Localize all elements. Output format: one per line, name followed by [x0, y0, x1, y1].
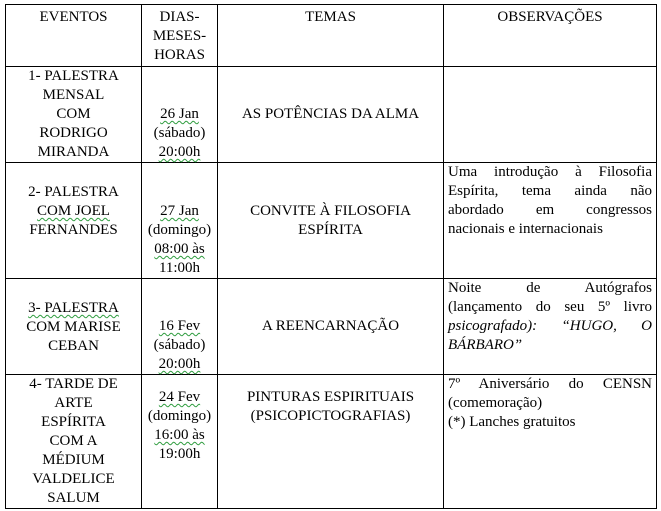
event-cell [6, 375, 142, 509]
obs-line: Espírita, tema ainda não [448, 183, 652, 199]
theme-line: A REENCARNAÇÃO [261, 318, 400, 334]
event-cell [6, 163, 142, 279]
theme-cell [218, 375, 444, 509]
event-line: RODRIGO [39, 125, 108, 141]
header-dias-line-1: DIAS- [159, 9, 200, 25]
event-line: 2- PALESTRA [28, 184, 119, 200]
event-date: 27 Jan [160, 203, 199, 219]
event-line: MIRANDA [37, 144, 110, 160]
theme-cell [218, 279, 444, 375]
event-time-end: 19:00h [158, 446, 201, 462]
event-cell [6, 279, 142, 375]
theme-line: (PSICOPICTOGRAFIAS) [250, 408, 411, 424]
theme-line: CONVITE À FILOSOFIA [250, 202, 411, 219]
header-dias [142, 5, 218, 67]
event-line: MENSAL [42, 87, 105, 103]
header-observacoes-label: OBSERVAÇÕES [497, 9, 603, 25]
event-line: 4- TARDE DE [29, 376, 118, 392]
header-row [6, 5, 657, 67]
header-temas [218, 5, 444, 67]
event-line: 1- PALESTRA [28, 68, 119, 84]
theme-line: ESPÍRITA [298, 221, 363, 238]
header-observacoes [444, 5, 657, 67]
header-eventos-label: EVENTOS [39, 9, 108, 25]
event-line: FERNANDES [29, 222, 118, 238]
event-date: 24 Fev [158, 389, 201, 405]
theme-cell [218, 67, 444, 163]
event-weekday: (domingo) [147, 408, 212, 424]
obs-line: Uma introdução à Filosofia [448, 164, 652, 180]
event-weekday: (sábado) [153, 337, 206, 353]
theme-cell [218, 163, 444, 279]
obs-line: 7º Aniversário do CENSN [448, 376, 652, 392]
obs-cell [444, 163, 657, 279]
event-line: SALUM [47, 490, 100, 506]
event-date: 26 Jan [160, 106, 199, 122]
obs-cell [444, 375, 657, 509]
event-line: VALDELICE [32, 471, 115, 487]
obs-line: (lançamento do seu 5º livro [448, 299, 652, 315]
event-line: MÉDIUM [42, 452, 105, 468]
obs-line: (*) Lanches gratuitos [448, 414, 576, 430]
header-dias-line-2: MESES- [152, 28, 207, 44]
event-time: 20:00h [158, 356, 201, 372]
event-cell [6, 67, 142, 163]
obs-cell [444, 279, 657, 375]
table-row [6, 279, 657, 375]
date-cell [142, 67, 218, 163]
obs-line: BÁRBARO” [448, 337, 523, 353]
obs-line: (comemoração) [448, 395, 543, 411]
event-time: 16:00 às [154, 427, 205, 443]
theme-line: AS POTÊNCIAS DA ALMA [241, 106, 420, 122]
date-cell [142, 375, 218, 509]
event-line: COM MARISE [26, 319, 121, 335]
event-line: COM [56, 106, 91, 122]
obs-line: nacionais e internacionais [448, 221, 603, 237]
event-time-end: 11:00h [158, 260, 201, 276]
table-row [6, 375, 657, 509]
date-cell [142, 279, 218, 375]
event-weekday: (sábado) [153, 125, 206, 141]
event-line: ARTE [54, 395, 93, 411]
obs-line: psicografado): “HUGO, O [448, 318, 652, 334]
table-row [6, 67, 657, 163]
event-weekday: (domingo) [147, 222, 212, 238]
table-row [6, 163, 657, 279]
header-dias-line-3: HORAS [154, 47, 205, 63]
theme-line: PINTURAS ESPIRITUAIS [246, 389, 415, 405]
header-temas-label: TEMAS [305, 9, 356, 25]
event-line: 3- PALESTRA [28, 300, 119, 316]
event-date: 16 Fev [158, 318, 201, 334]
event-line: COM JOEL [37, 203, 110, 219]
date-cell [142, 163, 218, 279]
event-line: ESPÍRITA [41, 414, 106, 430]
obs-cell [444, 67, 657, 163]
obs-line: Noite de Autógrafos [448, 280, 652, 296]
event-time: 20:00h [158, 144, 201, 160]
event-time: 08:00 às [154, 241, 205, 257]
obs-line: abordado em congressos [448, 202, 652, 218]
header-eventos [6, 5, 142, 67]
events-table [5, 4, 657, 509]
event-line: COM A [49, 433, 98, 449]
event-line: CEBAN [48, 338, 99, 354]
